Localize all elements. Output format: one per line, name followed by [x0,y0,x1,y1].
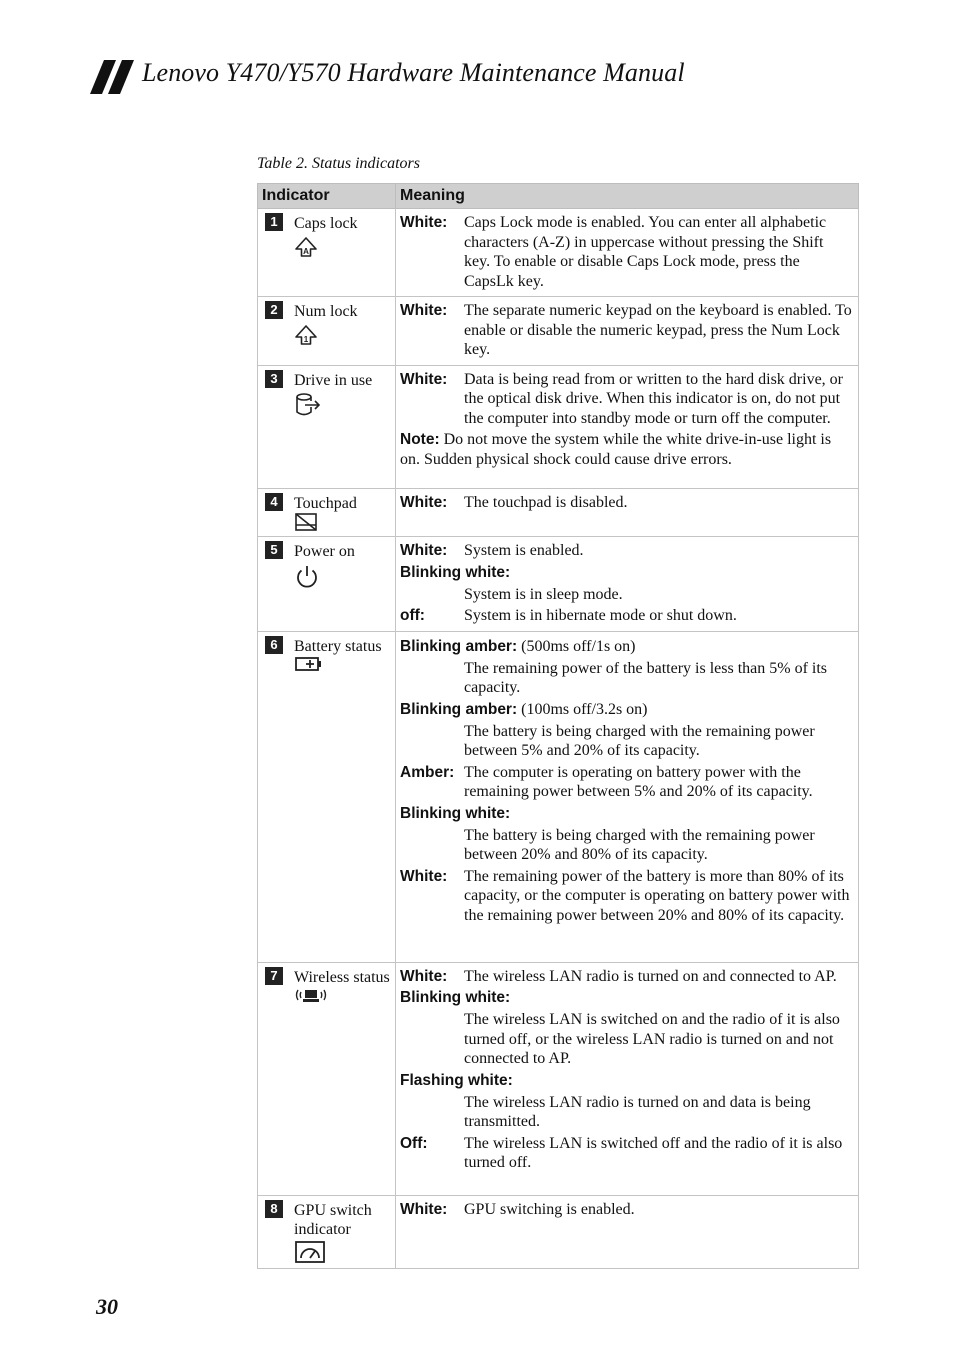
indicator-name: Wireless status [294,968,390,986]
state-description: Data is being read from or written to the hard disk drive, or the optical disk drive. When this indicator is on, do not put the computer into standby mode or turn off the computer. [464,370,843,427]
state-description: The remaining power of the battery is more than 80% of its capacity, or the computer is operating on battery power with the remaining power between 20% and 80% of its capacity. [464,867,850,924]
indicator-cell [258,297,396,366]
state-label: White: [400,370,448,388]
caps-lock-icon [294,236,318,258]
state-label: White: [400,1200,448,1218]
indicator-name: GPU switch indicator [294,1201,372,1238]
meaning-cell [396,631,859,962]
table-row [258,631,859,962]
gpu-switch-icon [294,1240,326,1264]
state-description: The computer is operating on battery power with the remaining power between 5% and 20% of its capacity. [464,763,813,800]
state-label: White: [400,967,448,985]
row-number-badge: 7 [265,967,283,985]
note-text: Do not move the system while the white drive-in-use light is on. Sudden physical shock could cause drive errors. [400,431,832,468]
table-row [258,297,859,366]
indicator-cell [258,631,396,962]
header-slash-logo [90,60,136,94]
meaning-cell [396,209,859,297]
state-label: Flashing white: [400,1071,513,1089]
meaning-cell [396,297,859,366]
state-heading [400,700,852,720]
state-description: The battery is being charged with the remaining power between 20% and 80% of its capacity. [464,826,815,863]
row-number-badge: 5 [265,541,283,559]
meaning-entry [400,301,852,360]
table-header-row [258,184,859,209]
svg-text:A: A [303,246,309,256]
state-description: The wireless LAN is switched on and the radio of it is also turned off, or the wireless LAN radio is turned on and not connected to AP. [464,1011,840,1067]
state-label: White: [400,867,448,885]
row-number-badge: 3 [265,370,283,388]
touchpad-disabled-icon [294,512,318,532]
meaning-entry [400,606,852,626]
num-lock-icon [294,324,318,346]
state-heading [400,804,852,824]
drive-in-use-icon [294,392,322,418]
table-row [258,962,859,1195]
state-label: Amber: [400,763,455,781]
state-description: GPU switching is enabled. [464,1200,635,1218]
state-label: White: [400,302,448,319]
wireless-status-icon [294,987,328,1005]
meaning-entry [400,1134,852,1173]
table-row [258,365,859,488]
table-row [258,1195,859,1268]
row-number-badge: 2 [265,301,283,319]
note [400,430,852,470]
state-label: Blinking amber: [400,700,518,718]
battery-charging-icon [294,656,324,672]
meaning-entry [400,493,852,513]
state-label: Blinking amber: [400,637,518,655]
state-heading [400,988,852,1008]
meaning-entry [400,370,852,429]
indicator-cell [258,962,396,1195]
row-number-badge: 1 [265,213,283,231]
state-description: The touchpad is disabled. [464,493,628,511]
state-description: Caps Lock mode is enabled. You can enter all alphabetic characters (A-Z) in uppercase without pressing the Shift key. To enable or disable Caps Lock mode, press the CapsLk key. [464,214,827,290]
state-timing: (500ms off/1s on) [521,637,636,655]
state-label: Blinking white: [400,804,511,822]
state-description: The wireless LAN is switched off and the radio of it is also turned off. [464,1134,843,1171]
indicator-cell [258,488,396,537]
power-icon [294,564,320,590]
svg-text:1: 1 [303,334,309,344]
indicator-cell [258,1195,396,1268]
state-heading [400,563,852,583]
indicator-cell [258,365,396,488]
meaning-entry [400,541,852,561]
row-number-badge: 4 [265,493,283,511]
indicator-name: Power on [294,543,355,560]
meaning-cell [396,365,859,488]
state-description: The battery is being charged with the remaining power between 5% and 20% of its capacity. [464,722,815,759]
table-row [258,537,859,632]
state-label: White: [400,542,448,559]
state-description: The separate numeric keypad on the keyboard is enabled. To enable or disable the numeric keypad, press the Num Lock key. [464,302,852,358]
state-description: The remaining power of the battery is less than 5% of its capacity. [464,659,828,696]
indicator-name: Drive in use [294,371,373,389]
state-label: Off: [400,1134,428,1152]
column-header-indicator: Indicator [258,184,396,209]
note-label: Note: [400,431,440,448]
state-description: System is enabled. [464,542,584,559]
document-title: Lenovo Y470/Y570 Hardware Maintenance Manual [142,58,685,87]
meaning-entry [400,1200,852,1220]
indicator-name: Caps lock [294,215,358,232]
state-label: White: [400,214,448,231]
state-label: Blinking white: [400,563,511,581]
state-heading [400,637,852,657]
state-description: The wireless LAN radio is turned on and data is being transmitted. [464,1093,811,1130]
state-label: Blinking white: [400,989,511,1006]
row-number-badge: 8 [265,1200,283,1218]
indicator-cell [258,209,396,297]
meaning-cell [396,537,859,632]
state-heading [400,1071,852,1091]
status-indicators-table [257,183,859,1269]
table-caption: Table 2. Status indicators [257,155,420,172]
indicator-cell [258,537,396,632]
state-description: System is in hibernate mode or shut down. [464,607,737,624]
table-row [258,488,859,537]
meaning-entry [400,763,852,802]
state-description: The wireless LAN radio is turned on and connected to AP. [464,967,837,985]
meaning-cell [396,1195,859,1268]
indicator-name: Num lock [294,303,358,320]
meaning-entry [400,867,852,926]
state-timing: (100ms off/3.2s on) [521,700,648,718]
meaning-entry [400,967,852,987]
indicator-name: Touchpad [294,494,357,512]
indicator-name: Battery status [294,637,382,655]
page-number: 30 [96,1294,118,1319]
meaning-cell [396,488,859,537]
meaning-cell [396,962,859,1195]
state-label: White: [400,493,448,511]
table-row [258,209,859,297]
state-description: System is in sleep mode. [464,585,623,603]
row-number-badge: 6 [265,636,283,654]
state-label: off: [400,607,425,624]
column-header-meaning: Meaning [396,184,859,209]
meaning-entry [400,213,852,291]
